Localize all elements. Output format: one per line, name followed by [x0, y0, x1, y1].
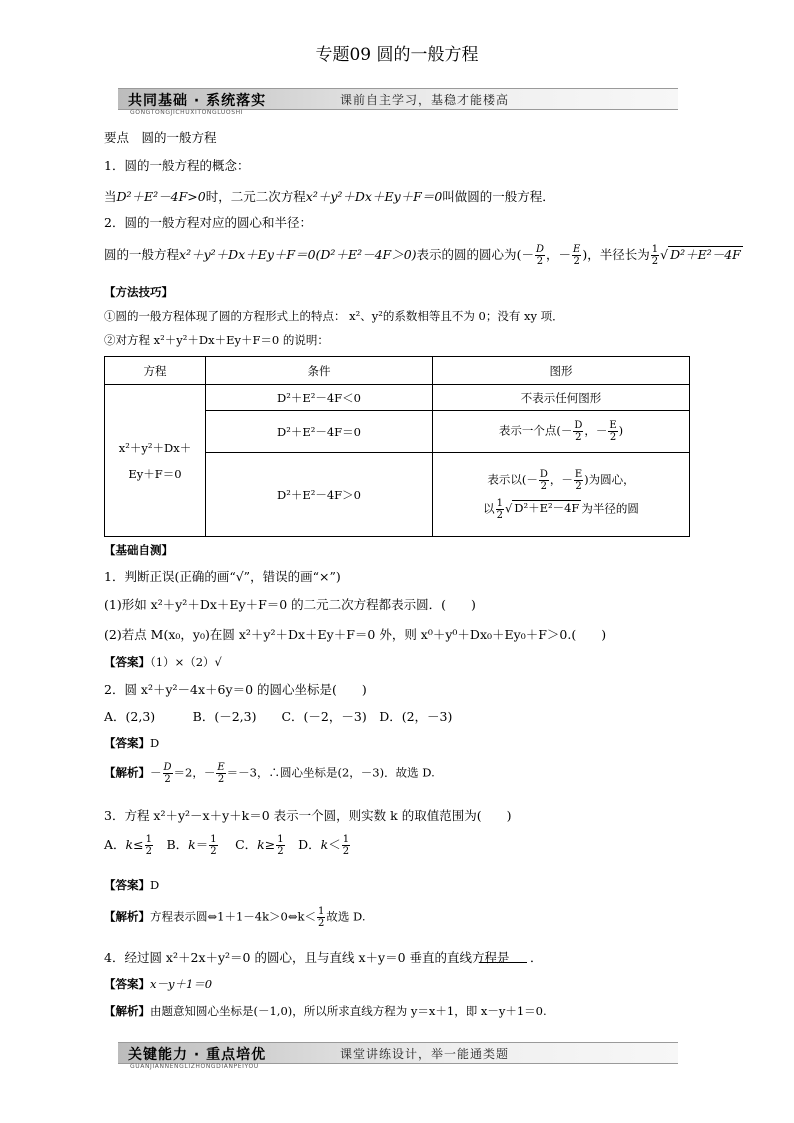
q4-answer-blank	[479, 962, 527, 963]
method-2: ②对方程 x²＋y²＋Dx＋Ey＋F＝0 的说明：	[104, 333, 329, 347]
q2-analysis: 【解析】－ $\frac{D}{2}$ ＝2，－ $\frac{E}{2}$ ＝－3，∴圆心坐标是(2，－3)．故选 D.	[104, 762, 435, 785]
method-1: ①圆的一般方程体现了圆的方程形式上的特点： x²、y²的系数相等且不为 0；没有 xy 项．	[104, 309, 564, 323]
q3-analysis: 【解析】方程表示圆⇔1＋1－4k＞0⇔k＜ $\frac{1}{2}$ 故选 D.	[104, 906, 366, 929]
page-title: 专题09 圆的一般方程	[315, 45, 479, 65]
table-header: 条件	[206, 357, 433, 385]
table-header: 图形	[433, 357, 690, 385]
q4-answer: 【答案】x－y＋1＝0	[104, 977, 213, 991]
q4-stem: 4．经过圆 x²＋2x＋y²＝0 的圆心，且与直线 x＋y＝0 垂直的直线方程是	[104, 950, 510, 965]
method-heading: 【方法技巧】	[104, 285, 173, 299]
q3-options: A．k≤ $\frac{1}{2}$ B．k＝ $\frac{1}{2}$ C．k≥ $\frac{1}{2}$ D．k＜ $\frac{1}{2}$	[104, 834, 350, 857]
table-cell: D²＋E²－4F＝0	[206, 411, 433, 453]
table-cell: D²＋E²－4F＜0	[206, 385, 433, 411]
q2-options: A．(2,3) B．(－2,3) C．(－2，－3) D．(2，－3)	[104, 709, 453, 724]
center-heading: 2．圆的一般方程对应的圆心和半径：	[104, 215, 312, 230]
q2-stem: 2．圆 x²＋y²－4x＋6y＝0 的圆心坐标是( )	[104, 682, 367, 697]
table-cell: D²＋E²－4F＞0	[206, 453, 433, 537]
section-banner-key	[118, 1042, 678, 1070]
table-cell: 表示以(－ $\frac{D}{2}$ ，－ $\frac{E}{2}$ )为圆心， 以 $\frac{1}{2}$ √ D²＋E²－4F 为半径的圆	[433, 453, 690, 537]
section-banner-basic	[118, 88, 678, 116]
q2-answer: 【答案】D	[104, 736, 160, 750]
concept-text: 当D²＋E²－4F>0时，二元二次方程x²＋y²＋Dx＋Ey＋F＝0叫做圆的一般方程．	[104, 189, 555, 204]
table-header: 方程	[105, 357, 206, 385]
selftest-heading: 【基础自测】	[104, 543, 173, 557]
banner-title: 共同基础 · 系统落实	[128, 93, 267, 109]
q4-analysis: 【解析】由题意知圆心坐标是(－1,0)，所以所求直线方程为 y＝x＋1，即 x－y＋1＝0.	[104, 1004, 547, 1018]
q1-stem: 1．判断正误(正确的画“√”，错误的画“×”)	[104, 569, 341, 584]
concept-heading: 1．圆的一般方程的概念：	[104, 158, 250, 173]
table-equation-cell: x²＋y²＋Dx＋ Ey＋F＝0	[105, 385, 206, 537]
banner-title: 关键能力 · 重点培优	[128, 1047, 267, 1063]
banner-pinyin: GONGTONGJICHUXITONGLUOSHI	[130, 109, 244, 116]
center-text: 圆的一般方程x²＋y²＋Dx＋Ey＋F＝0(D²＋E²－4F＞0)表示的圆的圆心为(－ $\frac{D}{2}$ ，－ $\frac{E}{2}$ )，半径长为 $\frac{1}{2}$ √ D²＋E²－4F	[104, 244, 741, 267]
banner-subtitle: 课前自主学习，基稳才能楼高	[340, 93, 510, 107]
q3-answer: 【答案】D	[104, 878, 160, 892]
q4-stem-period: ．	[530, 950, 543, 965]
q1-answer: 【答案】（1）×（2）√	[104, 655, 222, 669]
banner-subtitle: 课堂讲练设计，举一能通类题	[340, 1047, 510, 1061]
q1-statement-2: (2)若点 M(x₀，y₀)在圆 x²＋y²＋Dx＋Ey＋F＝0 外，则 x⁰＋y⁰＋Dx₀＋Ey₀＋F＞0.( )	[104, 627, 607, 642]
condition-table	[104, 356, 690, 537]
table-cell: 表示一个点(－ $\frac{D}{2}$ ，－ $\frac{E}{2}$ )	[433, 411, 690, 453]
point-heading: 要点 圆的一般方程	[104, 130, 217, 145]
q3-stem: 3．方程 x²＋y²－x＋y＋k＝0 表示一个圆，则实数 k 的取值范围为( )	[104, 808, 512, 823]
q1-statement-1: (1)形如 x²＋y²＋Dx＋Ey＋F＝0 的二元二次方程都表示圆．( )	[104, 597, 476, 612]
table-cell: 不表示任何图形	[433, 385, 690, 411]
banner-pinyin: GUANJIANNENGLIZHONGDIANPEIYOU	[130, 1063, 259, 1070]
